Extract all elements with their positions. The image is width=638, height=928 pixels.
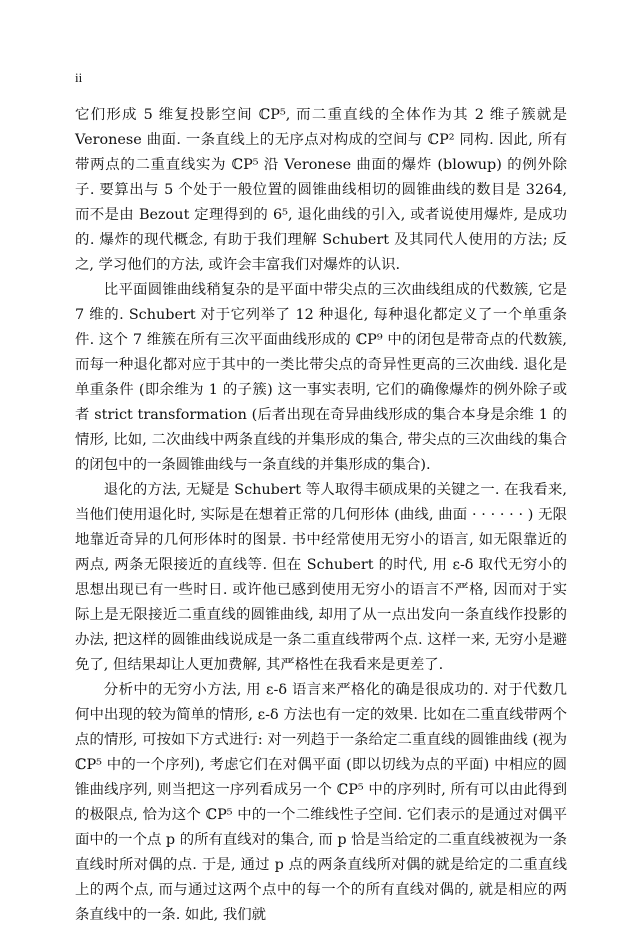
paragraph-4: 分析中的无穷小方法, 用 ε-δ 语言来严格化的确是很成功的. 对于代数几何中出现的较为简单的情形, ε-δ 方法也有一定的效果. 比如在二重直线带两个点的情形, 可按如下方式进行: 对一列趋于一条给定二重直线的圆锥曲线 (视为 ℂP⁵ 中的一个序列), 考虑它们在对偶平面 (即以切线为点的平面) 中相应的圆锥曲线序列, 则当把这一序列看成另一个 ℂP⁵ 中的序列时, 所有可以由此得到的极限点, 恰为这个 ℂP⁵ 中的一个二维线性子空间. 它们表示的是通过对偶平面中的一个点 p 的所有直线对的集合, 而 p 恰是当给定的二重直线被视为一条直线时所对偶的点. 于是, 通过 p 点的两条直线所对偶的就是给定的二重直线上的两个点, 而与通过这两个点中的每一个的所有直线对偶的, 就是相应的两条直线中的一条. 如此, 我们就 [75,682,567,923]
body-text [75,103,567,928]
paragraph-1: 它们形成 5 维复投影空间 ℂP⁵, 而二重直线的全体作为其 2 维子簇就是 Veronese 曲面. 一条直线上的无序点对构成的空间与 ℂP² 同构. 因此, 所有带两点的二重直线实为 ℂP⁵ 沿 Veronese 曲面的爆炸 (blowup) 的例外除子. 要算出与 5 个处于一般位置的圆锥曲线相切的圆锥曲线的数目是 3264, 而不是由 Bezout 定理得到的 6⁵, 退化曲线的引入, 或者说使用爆炸, 是成功的. 爆炸的现代概念, 有助于我们理解 Schubert 及其同代人使用的方法; 反之, 学习他们的方法, 或许会丰富我们对爆炸的认识. [75,107,567,273]
page-number: ii [75,70,83,85]
paragraph-2: 比平面圆锥曲线稍复杂的是平面中带尖点的三次曲线组成的代数簇, 它是 7 维的. Schubert 对于它列举了 12 种退化, 每种退化都定义了一个单重条件. 这个 7 维簇在所有三次平面曲线形成的 ℂP⁹ 中的闭包是带奇点的代数簇, 而每一种退化都对应于其中的一类比带尖点的奇异性更高的三次曲线. 退化是单重条件 (即余维为 1 的子簇) 这一事实表明, 它们的确像爆炸的例外除子或者 strict transformation (后者出现在奇异曲线形成的集合本身是余维 1 的情形, 比如, 二次曲线中两条直线的并集形成的集合, 带尖点的三次曲线的集合的闭包中的一条圆锥曲线与一条直线的并集形成的集合). [75,282,567,473]
paragraph-3: 退化的方法, 无疑是 Schubert 等人取得丰硕成果的关键之一. 在我看来, 当他们使用退化时, 实际是在想着正常的几何形体 (曲线, 曲面 · · · · · · ) 无限地靠近奇异的几何形体时的图景. 书中经常使用无穷小的语言, 如无限靠近的两点, 两条无限接近的直线等. 但在 Schubert 的时代, 用 ε-δ 取代无穷小的思想出现已有一些时日. 或许他已感到使用无穷小的语言不严格, 因而对于实际上是无限接近二重直线的圆锥曲线, 却用了从一点出发向一条直线作投影的办法, 把这样的圆锥曲线说成是一条二重直线带两个点. 这样一来, 无穷小是避免了, 但结果却让人更加费解, 其严格性在我看来是更差了. [75,482,567,673]
